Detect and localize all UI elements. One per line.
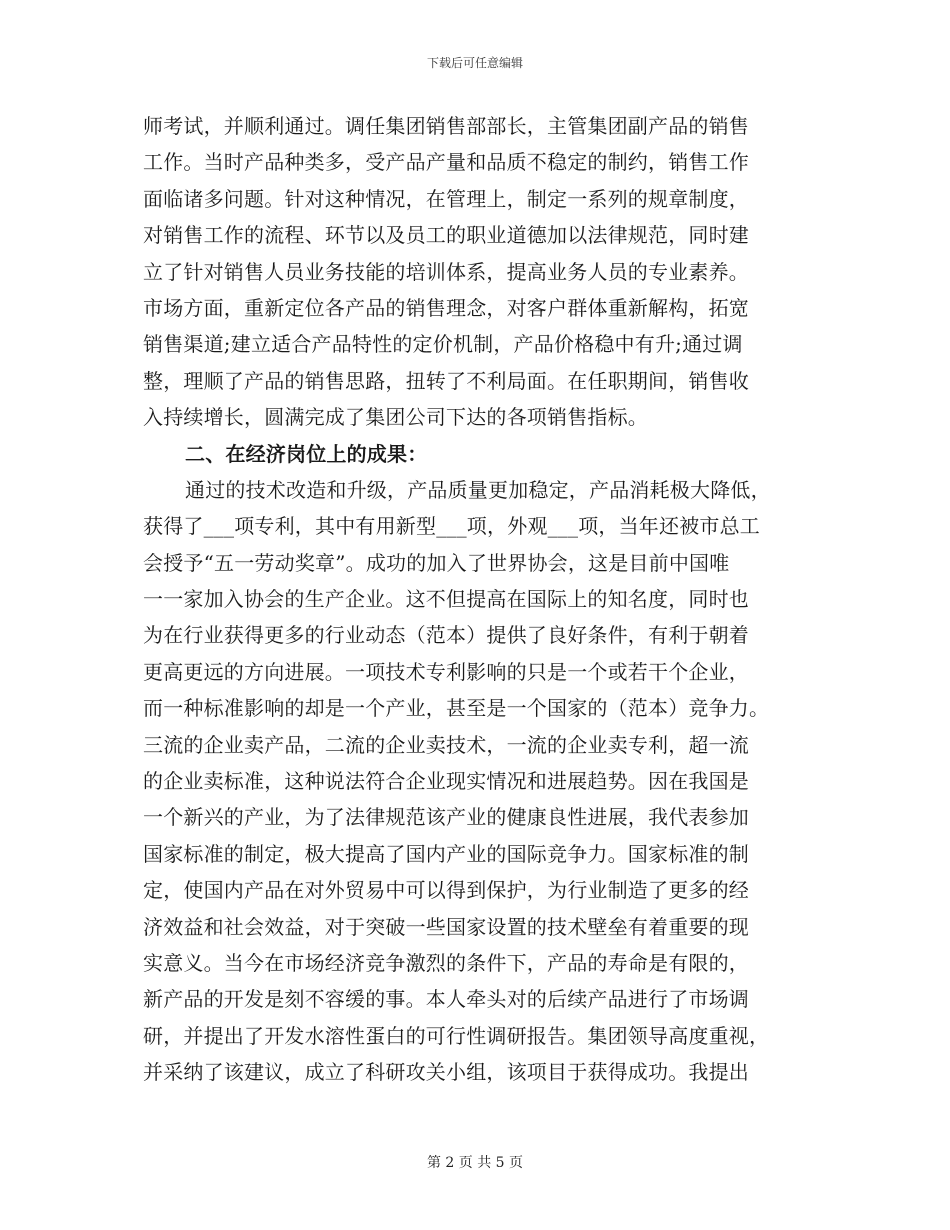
text-line: 整，理顺了产品的销售思路，扭转了不利局面。在任职期间，销售收: [143, 368, 749, 393]
text-line: 入持续增长，圆满完成了集团公司下达的各项销售指标。: [143, 405, 648, 430]
text-line: 并采纳了该建议，成立了科研攻关小组，该项目于获得成功。我提出: [143, 1060, 749, 1085]
text-line: 市场方面，重新定位各产品的销售理念，对客户群体重新解构，拓宽: [143, 295, 749, 320]
text-line: 为在行业获得更多的行业动态（范本）提供了良好条件，有利于朝着: [143, 623, 749, 648]
text-line: 对销售工作的流程、环节以及员工的职业道德加以法律规范，同时建: [143, 223, 749, 248]
text-line: 三流的企业卖产品，二流的企业卖技术，一流的企业卖专利，超一流: [143, 732, 749, 757]
text-line: 销售渠道;建立适合产品特性的定价机制，产品价格稳中有升;通过调: [143, 332, 743, 357]
text-line: 济效益和社会效益，对于突破一些国家设置的技术壁垒有着重要的现: [143, 914, 749, 939]
text-line: 通过的技术改造和升级，产品质量更加稳定，产品消耗极大降低，: [185, 477, 771, 502]
text-line: 国家标准的制定，极大提高了国内产业的国际竞争力。国家标准的制: [143, 841, 749, 866]
text-line: 工作。当时产品种类多，受产品产量和品质不稳定的制约，销售工作: [143, 150, 749, 175]
page-footer: 第 2 页 共 5 页: [426, 1155, 524, 1171]
text-line: 面临诸多问题。针对这种情况，在管理上，制定一系列的规章制度，: [143, 186, 749, 211]
page-header: 下载后可任意编辑: [426, 56, 523, 70]
text-line: 会授予“五一劳动奖章”。成功的加入了世界协会，这是目前中国唯: [143, 550, 730, 575]
document-body: [143, 108, 808, 1091]
section-heading: 二、在经济岗位上的成果：: [185, 441, 428, 466]
text-line: 一一家加入协会的生产企业。这不但提高在国际上的知名度，同时也: [143, 587, 749, 612]
text-line: 获得了___项专利，其中有用新型___项，外观___项，当年还被市总工: [143, 514, 760, 539]
text-line: 更高更远的方向进展。一项技术专利影响的只是一个或若干个企业，: [143, 659, 749, 684]
text-line: 一个新兴的产业，为了法律规范该产业的健康良性进展，我代表参加: [143, 805, 749, 830]
text-line: 立了针对销售人员业务技能的培训体系，提高业务人员的专业素养。: [143, 259, 749, 284]
text-line: 新产品的开发是刻不容缓的事。本人牵头对的后续产品进行了市场调: [143, 987, 749, 1012]
text-line: 研，并提出了开发水溶性蛋白的可行性调研报告。集团领导高度重视，: [143, 1023, 770, 1048]
text-line: 的企业卖标准，这种说法符合企业现实情况和进展趋势。因在我国是: [143, 769, 749, 794]
text-line: 师考试，并顺利通过。调任集团销售部部长，主管集团副产品的销售: [143, 114, 749, 138]
text-line: 而一种标准影响的却是一个产业，甚至是一个国家的（范本）竞争力。: [143, 696, 770, 721]
text-line: 定，使国内产品在对外贸易中可以得到保护，为行业制造了更多的经: [143, 878, 749, 903]
text-line: 实意义。当今在市场经济竞争激烈的条件下，产品的寿命是有限的，: [143, 950, 749, 975]
